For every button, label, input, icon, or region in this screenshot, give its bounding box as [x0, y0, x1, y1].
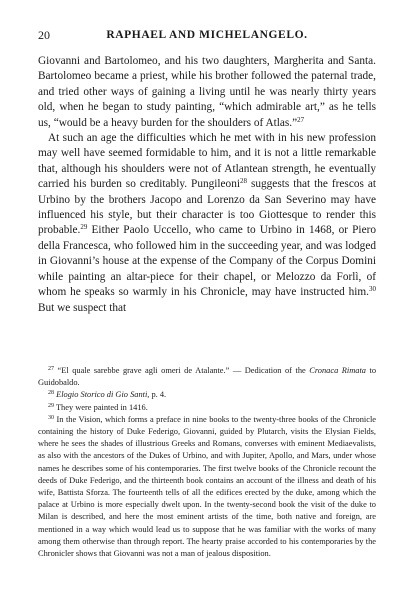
footnote-28: [38, 389, 376, 401]
footnote-29-text: They were painted in 1416.: [54, 402, 148, 412]
running-head: RAPHAEL AND MICHELANGELO.: [106, 29, 308, 41]
footnote-27-text-1: “El quale sarebbe grave agli omeri de Atalante.” — Dedication of the: [54, 366, 310, 375]
page-number: 20: [38, 28, 50, 42]
footnote-ref-29: 29: [80, 223, 88, 232]
footnote-27: [38, 365, 376, 389]
footnote-27-title: Cronaca Rimata: [309, 366, 366, 375]
paragraph-2-part-4: But we suspect that: [38, 301, 127, 314]
footnote-27-text-2: to Guidobaldo.: [38, 366, 377, 388]
footnote-29: [38, 402, 376, 414]
footnote-ref-28: 28: [240, 177, 247, 186]
paragraph-2: [38, 131, 376, 316]
footnote-30: [38, 414, 376, 560]
footnote-29-number: 29: [48, 402, 54, 409]
footnote-28-number: 28: [48, 390, 54, 397]
paragraph-1: [38, 54, 376, 131]
footnote-27-number: 27: [48, 366, 54, 372]
main-text: [38, 54, 376, 316]
paragraph-1-text: Giovanni and Bartolomeo, and his two daughters, Margherita and Santa. Bartolomeo became a priest, while his brother followed the paternal trade, and tried other ways of gaining a living until he was nearly thirty years old, when he began to study painting, “which admirable art,” as he tells us, “would be a heavy burden for the shoulders of Atlas.”: [38, 55, 376, 129]
footnote-ref-27: 27: [297, 115, 305, 124]
paragraph-2-part-3: Either Paolo Uccello, who came to Urbino in 1468, or Piero della Francesca, who followed him in the succeeding year, and was lodged in Giovanni’s house at the expense of the Company of the Corpus Domini while painting an altar-piece for their chapel, or Melozzo da Forlì, of whom he speaks so warmly in his Chronicle, may have instructed him.: [38, 224, 376, 299]
footnote-28-text: , p. 4.: [147, 390, 167, 400]
paragraph-2-part-1: At such an age the difficulties which he met with in his new profession may well have seemed formidable to him, and it is not a little remarkable that, although his shoulders were not of Atlantean strength, he eventually carried his burden so creditably. Pungileoni: [38, 132, 376, 191]
paragraph-2-part-2: suggests that the frescos at Urbino by the brothers Jacopo and Lorenzo da San Severino may have influenced his style, but their character is too Giottesque to render this probable.: [38, 178, 376, 237]
page-header: [38, 28, 376, 42]
footnote-30-text: In the Vision, which forms a preface in nine books to the twenty-three books of the Chronicle containing the history of Duke Federigo, Giovanni, guided by Plutarch, visits the Elysian Fields, where he sees the shades of illustrious Greeks and Romans, converses with eminent Mediaevalists, as also with the ancestors of the Dukes of Urbino, and with Jupiter, Apollo, and Mars, under whose names he describes some of his contemporaries. The first twelve books of the Chronicle recount the deeds of Duke Federigo, and the thirteenth book contains an account of the illness and death of his wife, Battista Sforza. The fourteenth tells of all the edifices erected by the duke, among which the palace at Urbino is more especially dwelt upon. In the twenty-second book the visit of the duke to Milan is described, and here the most eminent artists of the time, both native and foreign, are mentioned in a way which would lead us to suppose that he was familiar with the works of many among them otherwise than through report. The hearty praise accorded to his contemporaries by the Chronicler shows that Giovanni was not a man of jealous disposition.: [38, 414, 376, 559]
footnote-30-number: 30: [48, 414, 54, 421]
footnotes: [38, 365, 376, 560]
footnote-ref-30: 30: [369, 285, 376, 294]
footnote-28-title: Elogio Storico di Gio Santi: [56, 390, 148, 400]
